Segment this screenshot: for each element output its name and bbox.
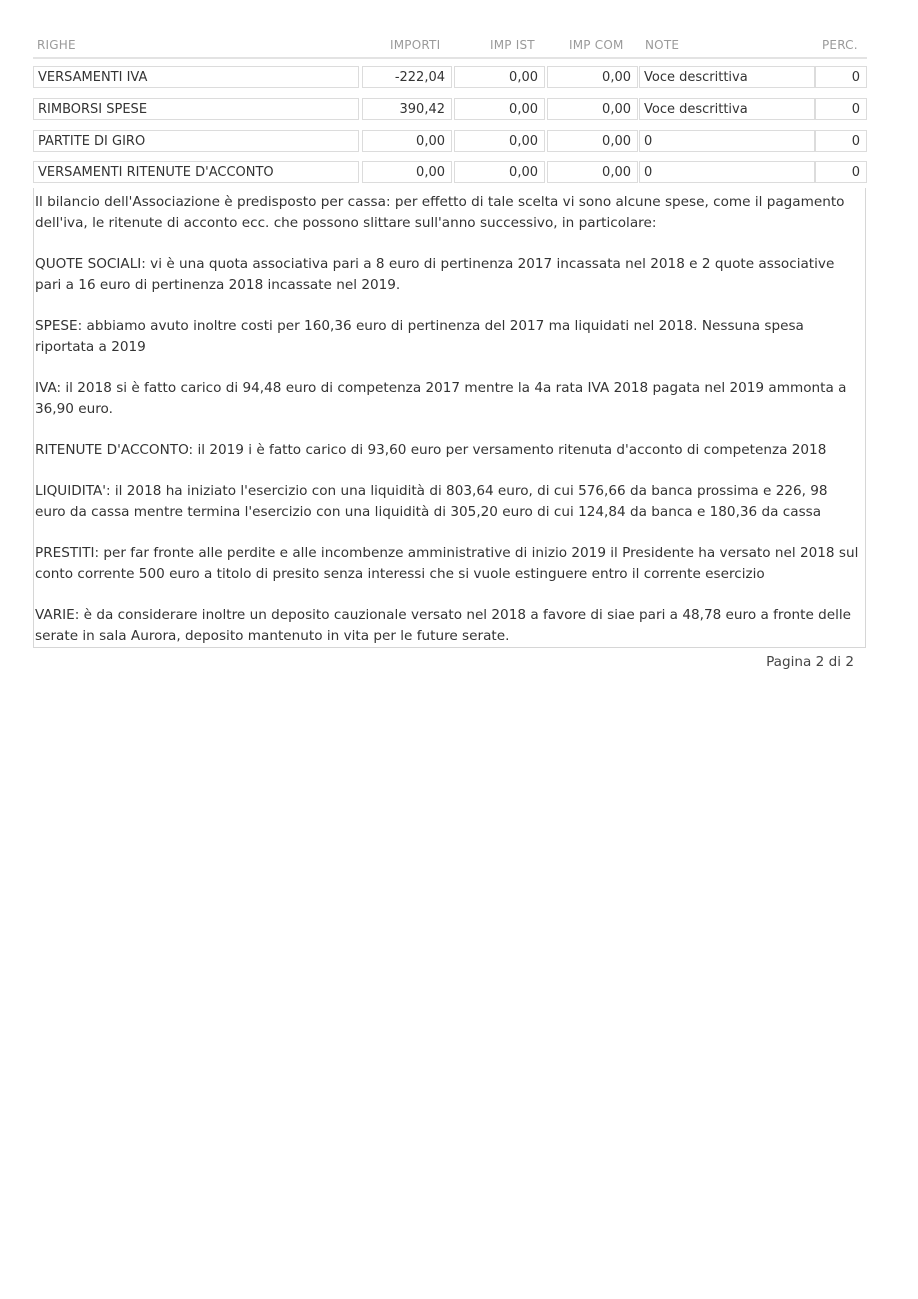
cell-perc: 0 — [815, 130, 867, 152]
header-imp-ist: IMP IST — [490, 38, 535, 52]
note-paragraph-intro: Il bilancio dell'Associazione è predisposto per cassa: per effetto di tale scelta vi sono alcune spese, come il pagamento dell'iva, le ritenute di acconto ecc. che possono slittare sull'anno successivo, in particolare: — [35, 194, 845, 231]
cell-perc: 0 — [815, 98, 867, 120]
header-importi: IMPORTI — [390, 38, 441, 52]
table-row — [33, 161, 867, 185]
cell-importi: 390,42 — [362, 98, 452, 120]
note-paragraph-prestiti: PRESTITI: per far fronte alle perdite e alle incombenze amministrative di inizio 2019 il Presidente ha versato nel 2018 sul conto corrente 500 euro a titolo di presito senza interessi che si vuole estinguere entro il corrente esercizio — [35, 545, 859, 582]
note-paragraph-ritenute: RITENUTE D'ACCONTO: il 2019 i è fatto carico di 93,60 euro per versamento ritenuta d'acconto di competenza 2018 — [35, 442, 827, 458]
table-row — [33, 130, 867, 154]
cell-perc: 0 — [815, 66, 867, 88]
note-paragraph-iva: IVA: il 2018 si è fatto carico di 94,48 euro di competenza 2017 mentre la 4a rata IVA 2018 pagata nel 2019 ammonta a 36,90 euro. — [35, 380, 847, 417]
table-row — [33, 98, 867, 122]
note-paragraph-quote-sociali: QUOTE SOCIALI: vi è una quota associativa pari a 8 euro di pertinenza 2017 incassata nel 2018 e 2 quote associative pari a 16 euro di pertinenza 2018 incassate nel 2019. — [35, 256, 835, 293]
cell-perc: 0 — [815, 161, 867, 183]
note-paragraph-liquidita: LIQUIDITA': il 2018 ha iniziato l'esercizio con una liquidità di 803,64 euro, di cui 576,66 da banca prossima e 226, 98 euro da cassa mentre termina l'esercizio con una liquidità di 305,20 euro di cui 124,84 da banca e 180,36 da cassa — [35, 483, 828, 520]
cell-note: Voce descrittiva — [639, 66, 815, 88]
cell-note: Voce descrittiva — [639, 98, 815, 120]
cell-imp-com: 0,00 — [547, 98, 638, 120]
cell-righe: RIMBORSI SPESE — [33, 98, 359, 120]
header-note: NOTE — [645, 38, 680, 52]
header-righe: RIGHE — [37, 38, 76, 52]
cell-note: 0 — [639, 130, 815, 152]
cell-importi: -222,04 — [362, 66, 452, 88]
cell-imp-ist: 0,00 — [454, 130, 545, 152]
header-perc: PERC. — [822, 38, 858, 52]
table-header — [33, 35, 867, 59]
table-row — [33, 66, 867, 90]
cell-imp-com: 0,00 — [547, 130, 638, 152]
cell-imp-ist: 0,00 — [454, 161, 545, 183]
cell-righe: VERSAMENTI RITENUTE D'ACCONTO — [33, 161, 359, 183]
note-paragraph-spese: SPESE: abbiamo avuto inoltre costi per 160,36 euro di pertinenza del 2017 ma liquidati nel 2018. Nessuna spesa riportata a 2019 — [35, 318, 804, 355]
cell-righe: PARTITE DI GIRO — [33, 130, 359, 152]
cell-importi: 0,00 — [362, 161, 452, 183]
cell-note: 0 — [639, 161, 815, 183]
cell-imp-ist: 0,00 — [454, 66, 545, 88]
cell-importi: 0,00 — [362, 130, 452, 152]
notes-box — [33, 188, 866, 648]
cell-righe: VERSAMENTI IVA — [33, 66, 359, 88]
cell-imp-ist: 0,00 — [454, 98, 545, 120]
header-imp-com: IMP COM — [569, 38, 624, 52]
cell-imp-com: 0,00 — [547, 161, 638, 183]
note-paragraph-varie: VARIE: è da considerare inoltre un deposito cauzionale versato nel 2018 a favore di siae pari a 48,78 euro a fronte delle serate in sala Aurora, deposito mantenuto in vita per le future serate. — [35, 607, 852, 644]
page-number: Pagina 2 di 2 — [766, 654, 854, 670]
cell-imp-com: 0,00 — [547, 66, 638, 88]
